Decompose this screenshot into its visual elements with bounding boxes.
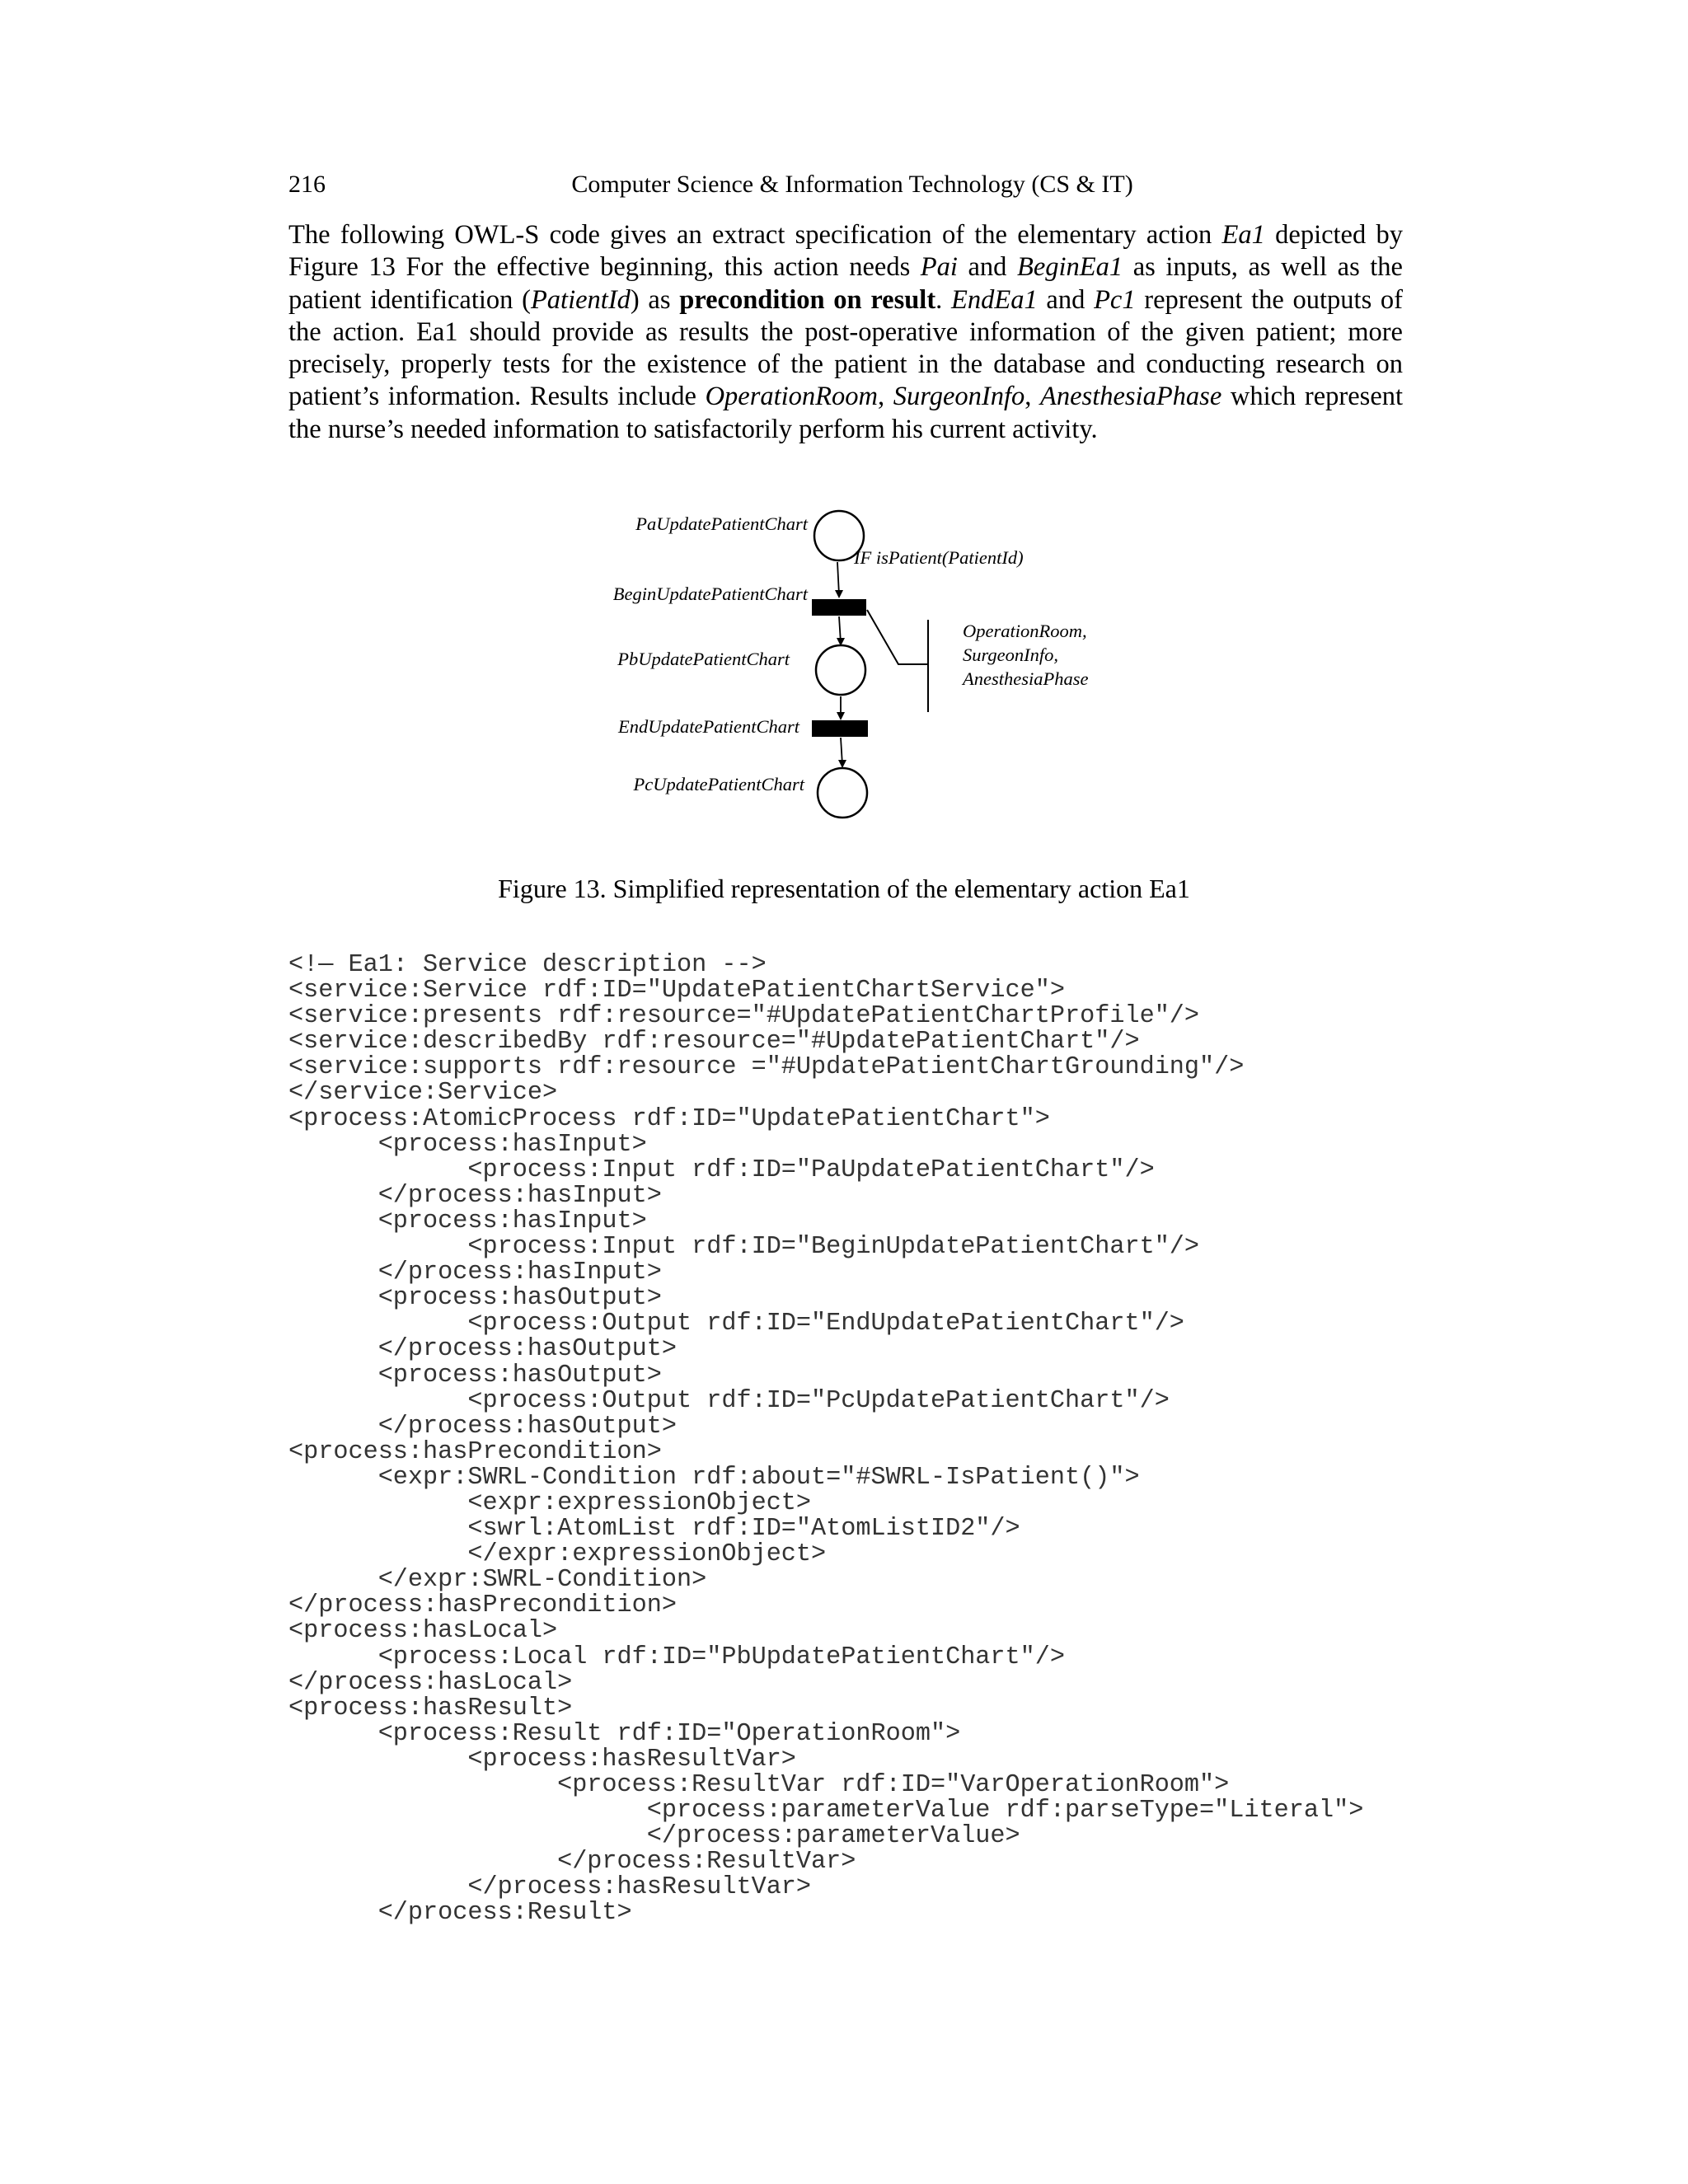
result-operationroom: OperationRoom, xyxy=(963,621,1087,641)
code-line: <process:AtomicProcess rdf:ID="UpdatePatientChart"> xyxy=(288,1104,1050,1133)
code-line: <service:Service rdf:ID="UpdatePatientChartService"> xyxy=(288,977,1066,1005)
code-line: <process:hasOutput> xyxy=(288,1284,662,1313)
petri-net-diagram xyxy=(0,494,1688,841)
arrowhead xyxy=(838,760,846,768)
figure-13 xyxy=(0,494,1688,841)
code-line: </process:hasResultVar> xyxy=(288,1873,812,1902)
transition-begin xyxy=(812,599,866,616)
code-line: <process:hasInput> xyxy=(288,1207,647,1235)
text-run: , xyxy=(1025,382,1041,412)
term-beginea1: BeginEa1 xyxy=(1016,252,1123,283)
code-line: </process:hasOutput> xyxy=(288,1335,678,1364)
text-run: represent the outputs of the action. Ea1 should provide as results the post-operative information of the given patient; more precisely, properly tests for the existence of the patient in the database and conducting research on patient’s information. Results include xyxy=(288,284,1403,412)
text-run: The following OWL-S code gives an extract specification of the elementary action xyxy=(288,220,1222,250)
code-line: </process:hasPrecondition> xyxy=(288,1591,678,1620)
term-pc1: Pc1 xyxy=(1094,284,1136,315)
text-run: depicted by Figure 13 For the effective beginning, this action needs xyxy=(288,220,1403,283)
term-precondition: precondition on result xyxy=(679,284,936,315)
place-pa-label: PaUpdatePatientChart xyxy=(635,513,808,534)
code-line: <!— Ea1: Service description --> xyxy=(288,951,767,979)
code-line: </expr:expressionObject> xyxy=(288,1540,827,1569)
code-line: <process:parameterValue rdf:parseType="Literal"> xyxy=(288,1797,1364,1825)
code-line: <process:hasResult> xyxy=(288,1694,573,1722)
figure-caption: Figure 13. Simplified representation of the elementary action Ea1 xyxy=(498,874,1190,903)
place-pb-label: PbUpdatePatientChart xyxy=(617,649,790,669)
code-line: </process:hasInput> xyxy=(288,1258,662,1287)
code-line: <swrl:AtomList rdf:ID="AtomListID2"/> xyxy=(288,1515,1020,1544)
arrowhead xyxy=(837,712,845,720)
text-run: and xyxy=(957,252,1017,283)
term-pai: Pai xyxy=(920,252,958,283)
code-line: <process:hasInput> xyxy=(288,1130,647,1159)
text-run: which represent the nurse’s needed information to satisfactorily perform his current activity. xyxy=(288,382,1404,444)
place-pb xyxy=(816,645,865,695)
text-run: and xyxy=(1037,284,1095,315)
code-line: </process:hasInput> xyxy=(288,1181,662,1210)
transition-begin-label: BeginUpdatePatientChart xyxy=(612,583,808,604)
text-run: as inputs, as well as the patient identification ( xyxy=(288,252,1403,315)
text-run: . xyxy=(935,284,951,315)
code-line: <service:presents rdf:resource="#UpdatePatientChartProfile"/> xyxy=(288,1002,1200,1031)
code-line: </process:Result> xyxy=(288,1899,632,1928)
code-line: <expr:SWRL-Condition rdf:about="#SWRL-IsPatient()"> xyxy=(288,1463,1140,1492)
code-line: <expr:expressionObject> xyxy=(288,1488,812,1517)
term-anesthesiaphase: AnesthesiaPhase xyxy=(1040,382,1222,412)
code-line: </expr:SWRL-Condition> xyxy=(288,1566,707,1595)
place-pc-label: PcUpdatePatientChart xyxy=(633,774,804,794)
result-connector xyxy=(867,610,928,664)
code-line: <process:hasResultVar> xyxy=(288,1745,796,1774)
code-line: </service:Service> xyxy=(288,1079,558,1108)
result-anesthesiaphase: AnesthesiaPhase xyxy=(963,668,1089,689)
text-run: ) as xyxy=(630,284,680,315)
code-line: <process:ResultVar rdf:ID="VarOperationRoom"> xyxy=(288,1771,1230,1799)
code-line: <process:Local rdf:ID="PbUpdatePatientChart"/> xyxy=(288,1643,1066,1671)
code-line: <process:Result rdf:ID="OperationRoom"> xyxy=(288,1719,961,1748)
code-line: <process:hasLocal> xyxy=(288,1617,558,1646)
code-line: <process:hasOutput> xyxy=(288,1361,662,1390)
transition-end xyxy=(812,720,868,737)
code-line: <process:Output rdf:ID="EndUpdatePatientChart"/> xyxy=(288,1310,1184,1338)
condition-label: IF isPatient(PatientId) xyxy=(854,547,1024,568)
term-patientid: PatientId xyxy=(530,284,631,315)
code-line: <service:describedBy rdf:resource="#UpdatePatientChart"/> xyxy=(288,1028,1140,1057)
arrowhead xyxy=(835,590,843,598)
term-operationroom: OperationRoom xyxy=(705,382,878,412)
code-line: </process:hasLocal> xyxy=(288,1668,573,1697)
term-surgeoninfo: SurgeonInfo xyxy=(893,382,1025,412)
result-surgeoninfo: SurgeonInfo, xyxy=(963,644,1059,665)
page-number: 216 xyxy=(288,171,326,198)
code-line: </process:parameterValue> xyxy=(288,1822,1020,1851)
text-run: , xyxy=(878,382,893,412)
code-line: <process:hasPrecondition> xyxy=(288,1437,662,1466)
running-title: Computer Science & Information Technology (CS & IT) xyxy=(571,171,1133,198)
code-line: <service:supports rdf:resource ="#UpdatePatientChartGrounding"/> xyxy=(288,1053,1245,1082)
owl-s-code-listing xyxy=(288,953,1525,1927)
code-line: <process:Input rdf:ID="PaUpdatePatientChart"/> xyxy=(288,1155,1155,1184)
page-header xyxy=(0,171,1688,207)
transition-end-label: EndUpdatePatientChart xyxy=(618,716,799,737)
code-line: <process:Output rdf:ID="PcUpdatePatientChart"/> xyxy=(288,1386,1170,1415)
code-line: <process:Input rdf:ID="BeginUpdatePatientChart"/> xyxy=(288,1233,1200,1262)
intro-paragraph xyxy=(288,219,1403,446)
place-pc xyxy=(818,768,867,818)
term-endea1: EndEa1 xyxy=(951,284,1038,315)
code-line: </process:hasOutput> xyxy=(288,1412,678,1441)
code-line: </process:ResultVar> xyxy=(288,1848,856,1877)
term-ea1: Ea1 xyxy=(1221,220,1265,250)
